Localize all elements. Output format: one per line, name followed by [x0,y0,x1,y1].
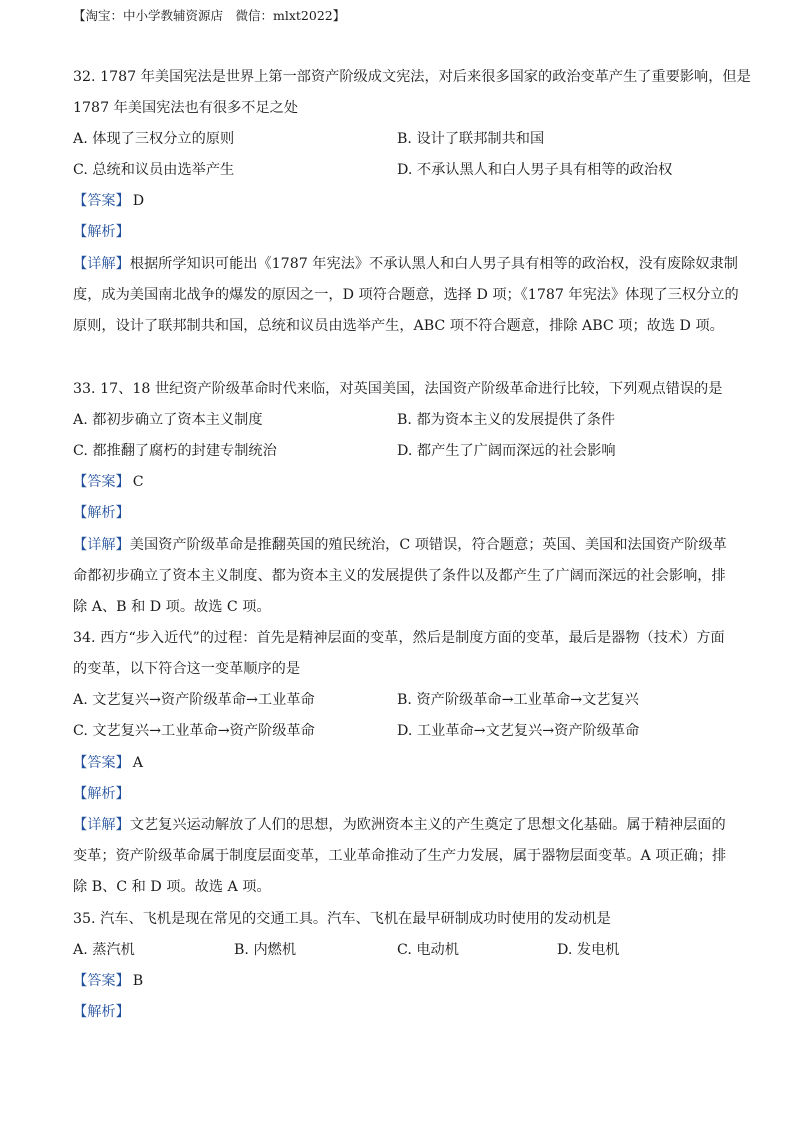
q32-detail-line-2: 度，成为美国南北战争的爆发的原因之一，D 项符合题意，选择 D 项；《1787 年宪法》体现了三权分立的 [73,287,739,303]
detail-text: 美国资产阶级革命是推翻英国的殖民统治，C 项错误，符合题意；英国、美国和法国资产阶级革 [129,537,727,553]
q33-option-c: C. 都推翻了腐朽的封建专制统治 [73,443,277,459]
q32-detail-line-3: 原则，设计了联邦制共和国，总统和议员由选举产生，ABC 项不符合题意，排除 ABC 项；故选 D 项。 [73,318,724,334]
q32-detail-line-1 [73,254,738,274]
q32-stem-line-1: 32. 1787 年美国宪法是世界上第一部资产阶级成文宪法，对后来很多国家的政治变革产生了重要影响，但是 [73,69,751,85]
answer-tag: 【答案】 [73,973,130,989]
q35-analysis-tag: 【解析】 [73,1004,130,1020]
answer-tag: 【答案】 [73,474,130,490]
q35-option-c: C. 电动机 [397,942,459,958]
q33-option-b: B. 都为资本主义的发展提供了条件 [397,412,616,428]
q33-detail-line-2: 命都初步确立了资本主义制度、都为资本主义的发展提供了条件以及都产生了广阔而深远的社会影响，排 [73,568,726,584]
q32-option-a: A. 体现了三权分立的原则 [73,131,235,147]
answer-value: B [132,973,144,989]
q34-detail-line-1 [73,815,726,835]
q32-option-d: D. 不承认黑人和白人男子具有相等的政治权 [397,162,673,178]
q34-detail-line-2: 变革；资产阶级革命属于制度层面变革，工业革命推动了生产力发展，属于器物层面变革。A 项正确；排 [73,848,727,864]
answer-value: A [132,755,144,771]
q34-option-b: B. 资产阶级革命→工业革命→文艺复兴 [397,692,639,708]
q35-stem-line-1: 35. 汽车、飞机是现在常见的交通工具。汽车、飞机在最早研制成功时使用的发动机是 [73,911,611,927]
q33-detail-line-3: 除 A、B 和 D 项。故选 C 项。 [73,599,271,615]
detail-text: 文艺复兴运动解放了人们的思想，为欧洲资本主义的产生奠定了思想文化基础。属于精神层面的 [129,817,726,833]
q33-detail-line-1 [73,535,727,555]
q32-stem-line-2: 1787 年美国宪法也有很多不足之处 [73,100,299,116]
q32-option-c: C. 总统和议员由选举产生 [73,162,235,178]
q35-option-b: B. 内燃机 [234,942,297,958]
page-header: 【淘宝：中小学教辅资源店 微信：mlxt2022】 [73,8,346,23]
answer-value: D [132,193,145,209]
q35-answer [73,971,143,991]
answer-tag: 【答案】 [73,755,130,771]
q32-answer [73,191,144,211]
q34-analysis-tag: 【解析】 [73,786,130,802]
q34-option-d: D. 工业革命→文艺复兴→资产阶级革命 [397,723,640,739]
q33-answer [73,472,144,492]
q34-answer [73,753,143,773]
detail-text: 根据所学知识可能出《1787 年宪法》不承认黑人和白人男子具有相等的政治权，没有废除奴隶制 [129,256,738,272]
q35-option-d: D. 发电机 [557,942,620,958]
q33-option-a: A. 都初步确立了资本主义制度 [73,412,263,428]
q34-option-a: A. 文艺复兴→资产阶级革命→工业革命 [73,692,315,708]
detail-tag: 【详解】 [73,817,130,833]
q33-analysis-tag: 【解析】 [73,505,130,521]
q34-stem-line-1: 34. 西方“步入近代”的过程：首先是精神层面的变革，然后是制度方面的变革，最后是器物（技术）方面 [73,630,725,646]
q32-option-b: B. 设计了联邦制共和国 [397,131,545,147]
q35-option-a: A. 蒸汽机 [73,942,135,958]
q34-stem-line-2: 的变革，以下符合这一变革顺序的是 [73,661,301,677]
detail-tag: 【详解】 [73,537,130,553]
answer-tag: 【答案】 [73,193,130,209]
answer-value: C [132,474,144,490]
q34-option-c: C. 文艺复兴→工业革命→资产阶级革命 [73,723,315,739]
q33-option-d: D. 都产生了广阔而深远的社会影响 [397,443,616,459]
q32-analysis-tag: 【解析】 [73,224,130,240]
q34-detail-line-3: 除 B、C 和 D 项。故选 A 项。 [73,879,271,895]
q33-stem-line-1: 33. 17、18 世纪资产阶级革命时代来临，对英国美国，法国资产阶级革命进行比较，下列观点错误的是 [73,381,723,397]
detail-tag: 【详解】 [73,256,130,272]
